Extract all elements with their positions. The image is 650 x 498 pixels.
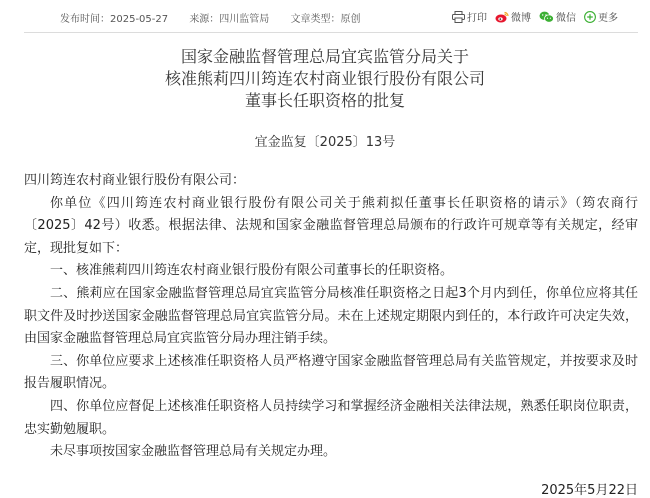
title-line-1: 国家金融监督管理总局宜宾监管分局关于 xyxy=(180,47,469,66)
weibo-icon xyxy=(495,11,509,23)
article-meta-bar xyxy=(24,0,638,33)
article-meta xyxy=(60,10,379,25)
print-label: 打印 xyxy=(467,13,487,24)
item-2-paragraph: 二、熊莉应在国家金融监督管理总局宜宾监管分局核准任职资格之日起3个月内到任，你单位应将其任职文件及时抄送国家金融监督管理总局宜宾监管分局。未在上述规定期限内到任的，本行政许可决定失效，由国家金融监督管理总局宜宾监管分局办理注销手续。 xyxy=(24,285,638,347)
intro-paragraph: 你单位《四川筠连农村商业银行股份有限公司关于熊莉拟任董事长任职资格的请示》（筠农商行〔2025〕42号）收悉。根据法律、法规和国家金融监督管理总局颁布的行政许可规章等有关规定，经审定，现批复如下： xyxy=(24,195,638,256)
plus-circle-icon xyxy=(584,11,596,23)
weibo-label: 微博 xyxy=(511,13,531,24)
item-3-paragraph: 三、你单位应要求上述核准任职资格人员严格遵守国家金融监督管理总局有关监管规定，并按要求及时报告履职情况。 xyxy=(24,353,638,392)
issue-date: 2025年5月22日 xyxy=(541,483,638,498)
printer-icon xyxy=(452,11,465,23)
addressee: 四川筠连农村商业银行股份有限公司： xyxy=(24,173,246,188)
item-1-paragraph: 一、核准熊莉四川筠连农村商业银行股份有限公司董事长的任职资格。 xyxy=(50,263,454,279)
article-body xyxy=(24,170,638,464)
more-label: 更多 xyxy=(598,13,618,24)
document-number: 宜金监复〔2025〕13号 xyxy=(254,135,396,150)
article-type: 文章类型：原创 xyxy=(290,14,361,25)
wechat-label: 微信 xyxy=(556,13,576,24)
wechat-share-button[interactable] xyxy=(539,9,576,24)
article-title xyxy=(0,46,650,112)
title-line-3: 董事长任职资格的批复 xyxy=(244,91,405,110)
closing-paragraph: 未尽事项按国家金融监督管理总局有关规定办理。 xyxy=(50,444,337,460)
weibo-share-button[interactable] xyxy=(495,9,531,24)
wechat-icon xyxy=(539,11,554,23)
article-source: 来源：四川监管局 xyxy=(189,14,270,25)
share-toolbar xyxy=(444,9,618,24)
publish-time: 发布时间：2025-05-27 xyxy=(60,14,169,25)
print-button[interactable] xyxy=(452,9,487,24)
more-share-button[interactable] xyxy=(584,9,618,24)
item-4-paragraph: 四、你单位应督促上述核准任职资格人员持续学习和掌握经济金融相关法律法规，熟悉任职岗位职责，忠实勤勉履职。 xyxy=(24,398,638,437)
title-line-2: 核准熊莉四川筠连农村商业银行股份有限公司 xyxy=(164,69,485,88)
